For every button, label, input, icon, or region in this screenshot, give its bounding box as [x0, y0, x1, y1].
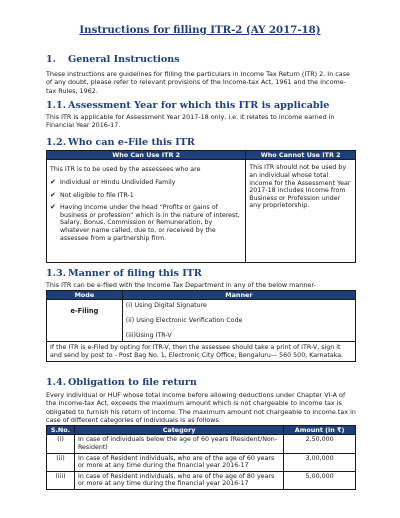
row-sno: (i)	[47, 435, 75, 453]
document-title: Instructions for filling ITR-2 (AY 2017-18)	[79, 24, 321, 36]
section-1-4-title: Obligation to file return	[68, 377, 197, 388]
header-who-can-use: Who Can Use ITR 2	[47, 151, 246, 160]
header-who-cannot-use: Who Cannot Use ITR 2	[246, 151, 356, 160]
section-1-4-text: Every individual or HUF whose total income before allowing deductions under Chapter VI-A of the Income-tax Act, exceeds the maximum amount which is not chargeable to income tax is obligated to furnish his return of income. The maximum amount not chargeable to income tax in case of different categories of individuals is as follows	[46, 391, 356, 425]
check-icon: ✔	[50, 190, 56, 199]
check-icon: ✔	[50, 178, 56, 186]
who-cannot-use-cell: This ITR should not be used by an individual whose total income for the Assessment Year 2017-18 includes Income from Business or Profession under any proprietorship.	[246, 160, 356, 263]
section-1-heading	[46, 54, 180, 65]
section-1-number: 1.	[46, 54, 57, 65]
table-row	[47, 435, 356, 453]
list-item	[50, 204, 242, 242]
header-amount: Amount (in ₹)	[284, 426, 356, 435]
row-amount: 5,00,000	[284, 471, 356, 489]
section-1-1-heading	[46, 100, 329, 111]
obligation-table	[46, 425, 356, 490]
row-category: In case of Resident individuals, who are of the age of 60 years or more at any time during the financial year 2016-17	[74, 453, 283, 471]
header-category: Category	[74, 426, 283, 435]
header-mode: Mode	[47, 291, 123, 300]
table-row	[47, 453, 356, 471]
row-amount: 3,00,000	[284, 453, 356, 471]
filing-manner-table	[46, 290, 356, 362]
who-can-use-table	[46, 150, 356, 263]
section-1-text: These instructions are guidelines for filling the particulars in Income Tax Return (ITR) 2. In case of any doubt, please refer to relevant provisions of the Income-tax Act, 1961 and the Income-tax Rules, 1962.	[46, 70, 350, 95]
section-1-1-text: This ITR is applicable for Assessment Year 2017-18 only, i.e. it relates to income earned in Financial Year 2016-17.	[46, 113, 335, 130]
section-1-3-title: Manner of filing this ITR	[68, 268, 202, 279]
option-digital-signature: (i) Using Digital Signature	[125, 302, 207, 310]
section-1-1-number: 1.1.	[46, 100, 67, 111]
section-1-3-text: This ITR can be e-filed with the Income Tax Department in any of the below manner-	[46, 281, 316, 289]
list-item-text: Having Income under the head “Profits or gains of business or profession” which is in the nature of Interest, Salary, Bonus, Commission or Remuneration, by whatever name called, due to, or received by the assessee from a partnership firm.	[60, 204, 240, 242]
table-row	[47, 471, 356, 489]
section-1-4-heading	[46, 377, 197, 388]
check-icon: ✔	[50, 203, 56, 212]
row-sno: (iii)	[47, 471, 75, 489]
header-manner: Manner	[122, 291, 355, 300]
section-1-2-heading	[46, 137, 195, 148]
row-category: In case of individuals below the age of 60 years (Resident/Non-Resident)	[74, 435, 283, 453]
list-item-text: Not eligible to file ITR-1	[60, 191, 134, 199]
section-1-2-title: Who can e-File this ITR	[68, 137, 195, 148]
mode-e-filing: e-Filing	[47, 300, 123, 342]
row-amount: 2,50,000	[284, 435, 356, 453]
list-item	[50, 192, 242, 200]
section-1-3-heading	[46, 268, 202, 279]
section-1-2-number: 1.2.	[46, 137, 67, 148]
list-item	[50, 179, 242, 187]
option-evc: (ii) Using Electronic Verification Code	[125, 317, 243, 324]
list-item-text: Individual or Hindu Undivided Family	[60, 179, 176, 186]
section-1-3-number: 1.3.	[46, 268, 67, 279]
header-sno: S.No.	[47, 426, 75, 435]
row-sno: (ii)	[47, 453, 75, 471]
manner-options-cell	[122, 300, 355, 342]
section-1-4-number: 1.4.	[46, 377, 67, 388]
option-itr-v: (iii)Using ITR-V	[125, 331, 172, 339]
who-can-use-intro: This ITR is to be used by the assessees who are	[50, 166, 201, 174]
row-category: In case of Resident individuals, who are of the age of 80 years or more at any time during the financial year 2016-17	[74, 471, 283, 489]
itr-v-note: If the ITR is e-Filed by opting for ITR-V, then the assessee should take a print of ITR-V, sign it and send by post to - Post Bag No. 1, Electronic City Office, Bengaluru— 560 500, Karnataka.	[47, 342, 356, 362]
section-1-title: General Instructions	[68, 54, 180, 65]
section-1-1-title: Assessment Year for which this ITR is applicable	[68, 100, 330, 111]
who-can-use-cell	[47, 160, 246, 263]
